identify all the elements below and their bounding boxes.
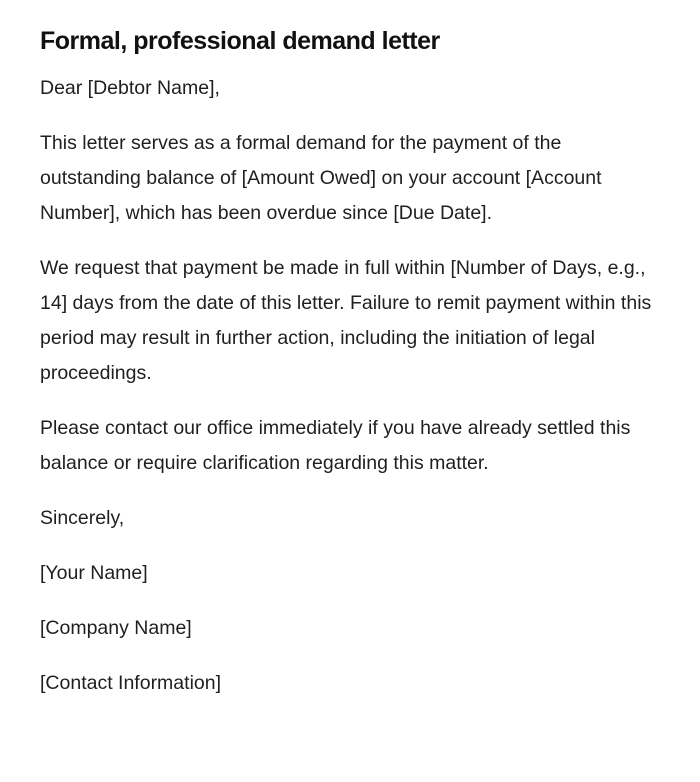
document-title: Formal, professional demand letter xyxy=(40,27,440,55)
body-paragraph-deadline: We request that payment be made in full within [Number of Days, e.g., 14] days from the date of this letter. Failure to remit payment within this period may result in further action, including the initiation of legal proceedings. xyxy=(40,257,652,384)
signature-contact: [Contact Information] xyxy=(40,672,222,694)
body-paragraph-contact-request: Please contact our office immediately if you have already settled this balance or require clarification regarding this matter. xyxy=(40,417,631,474)
body-paragraph-payment-demand: This letter serves as a formal demand for the payment of the outstanding balance of [Amount Owed] on your account [Account Number], which has been overdue since [Due Date]. xyxy=(40,132,602,224)
closing: Sincerely, xyxy=(40,507,125,529)
salutation: Dear [Debtor Name], xyxy=(40,77,220,99)
signature-company: [Company Name] xyxy=(40,617,192,639)
signature-name: [Your Name] xyxy=(40,562,148,584)
